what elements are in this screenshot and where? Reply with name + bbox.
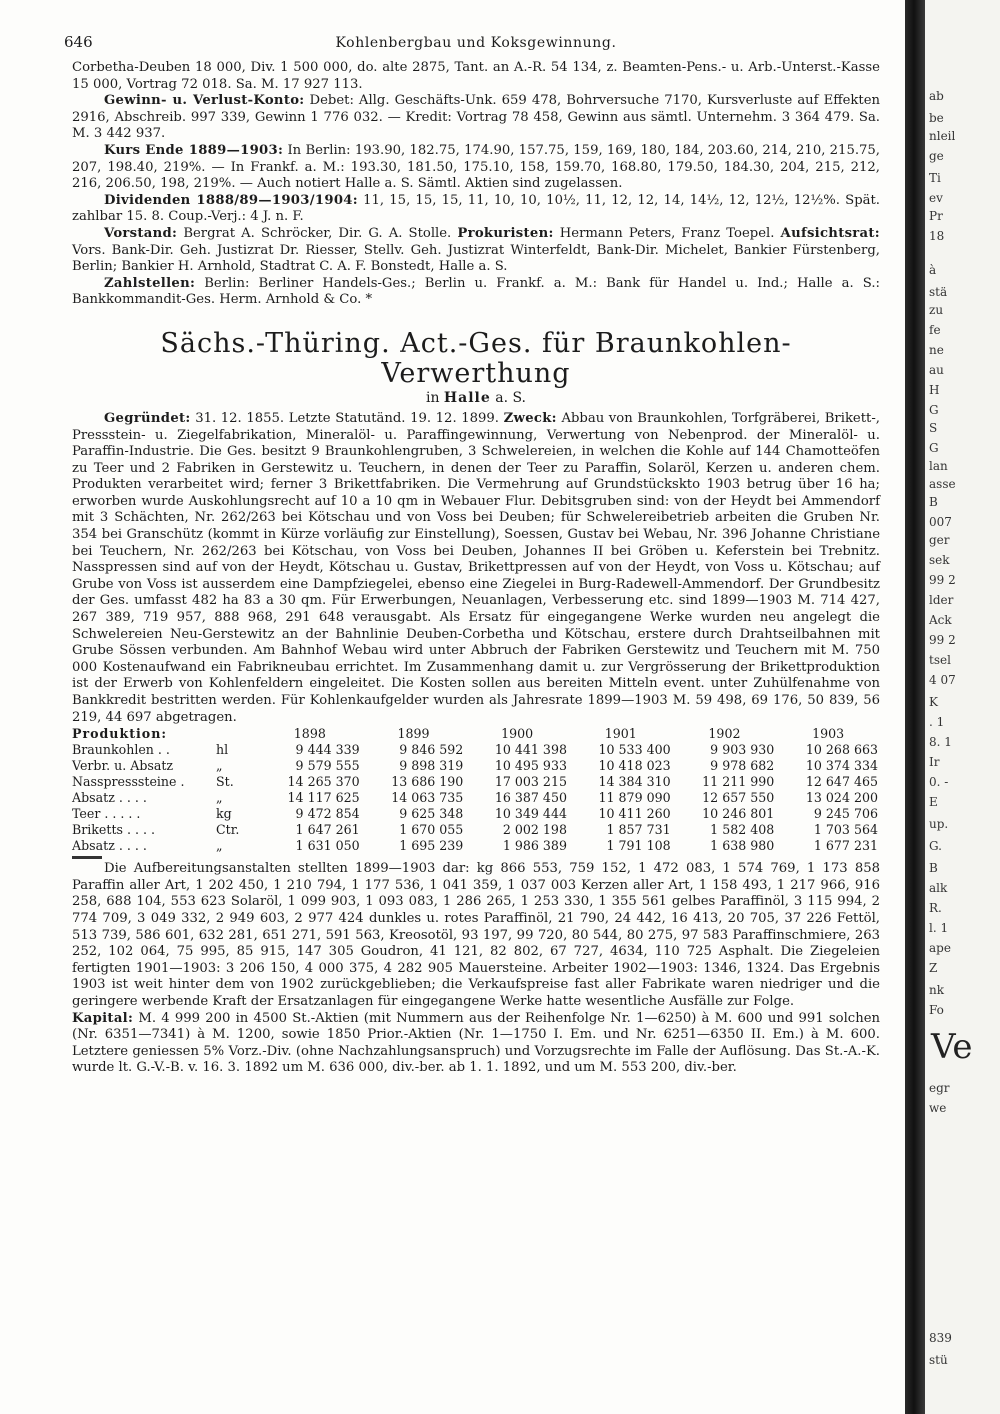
share-prices-text: In Berlin: 193.90, 182.75, 174.90, 157.75, 159, 169, 180, 184, 203.60, 214, 210, 215.75, 207, 198.40, 219%. — In Frankf. a. M.: 193.30, 181.50, 175.10, 158, 159.70, 168.80, 179.50, 184.30, 204, 215, 212, 216, 206.50, 198, 219%. — Auch notiert Halle a. S. Sämtl. Aktien sind zugelassen. [72,142,881,192]
production-value: 10 418 023 [598,758,671,774]
adjacent-text-fragment: 99 2 [929,573,956,587]
adjacent-text-fragment: tsel [929,653,951,667]
production-value: 14 384 310 [598,774,671,790]
adjacent-text-fragment: ape [929,941,951,955]
production-value: 9 898 319 [399,758,464,774]
adjacent-text-fragment: ge [929,149,944,163]
production-value: 9 625 348 [399,806,464,822]
product-unit: „ [216,838,223,854]
product-unit: St. [216,774,234,790]
board-info [72,226,880,276]
subtitle-city: Halle [443,389,491,406]
board-text: Bergrat A. Schröcker, Dir. G. A. Stolle. [183,225,452,241]
production-value: 14 063 735 [391,790,464,806]
product-name: Absatz . . . . [72,790,147,806]
production-row [72,822,880,838]
adjacent-text-fragment: 4 07 [929,673,956,687]
adjacent-text-fragment: au [929,363,944,377]
adjacent-text-fragment: 839 [929,1331,952,1345]
adjacent-text-fragment: 99 2 [929,633,956,647]
production-value: 1 647 261 [295,822,360,838]
supervisory-board-text: Vors. Bank-Dir. Geh. Justizrat Dr. Riesser, Stellv. Geh. Justizrat Winterfeldt, Bank-Dir. Michelet, Bankier Fürstenberg, Berlin; Bankier H. Arnhold, Stadtrat C. A. F. Bonstedt, Halle a. S. [72,242,880,275]
production-row [72,774,880,790]
entry-subtitle [72,389,880,407]
adjacent-text-fragment: ger [929,533,950,547]
paying-agents-label: Zahlstellen: [104,275,196,291]
production-value: 1 695 239 [399,838,464,854]
founded-label: Gegründet: [104,410,191,426]
adjacent-text-fragment: zu [929,303,944,317]
adjacent-text-fragment: S [929,421,938,435]
production-value: 10 533 400 [598,742,671,758]
production-value: 10 268 663 [805,742,878,758]
production-value: 1 582 408 [710,822,775,838]
adjacent-text-fragment: ev [929,191,943,205]
product-name: Absatz . . . . [72,838,147,854]
adjacent-text-fragment: Pr [929,209,943,223]
adjacent-text-fragment: K [929,695,938,709]
product-unit: Ctr. [216,822,240,838]
entry-title: Sächs.-Thüring. Act.-Ges. für Braunkohlen-Verwerthung [160,327,792,389]
adjacent-text-fragment: Fo [929,1003,944,1017]
adjacent-text-fragment: lder [929,593,954,607]
product-name: Nasspresssteine . [72,774,185,790]
subtitle-post: a. S. [495,389,527,406]
production-table [72,726,880,854]
production-value: 14 117 625 [287,790,360,806]
production-value: 17 003 215 [494,774,567,790]
product-unit: „ [216,790,223,806]
subtitle-pre: in [425,389,440,406]
production-value: 11 879 090 [598,790,671,806]
adjacent-text-fragment: G [929,403,939,417]
production-value: 9 444 339 [295,742,360,758]
procurists-label: Prokuristen: [457,225,554,241]
product-unit: kg [216,806,232,822]
production-row [72,838,880,854]
adjacent-text-fragment: Ack [929,613,952,627]
adjacent-text-fragment: 0. - [929,775,949,789]
product-unit: hl [216,742,229,758]
production-value: 1 631 050 [295,838,360,854]
year-1902: 1902 [708,726,741,742]
adjacent-text-fragment: Z [929,961,938,975]
adjacent-text-fragment: 8. 1 [929,735,952,749]
dividends-text: 11, 15, 15, 15, 11, 10, 10, 10½, 11, 12, 12, 14, 14½, 12, 12½, 12½%. Spät. zahlbar 15. 8. Coup.-Verj.: 4 J. n. F. [72,192,880,225]
production-value: 1 857 731 [606,822,671,838]
adjacent-text-fragment: ab [929,89,944,103]
production-value: 13 686 190 [391,774,464,790]
main-column [64,32,881,1077]
production-value: 10 411 260 [598,806,671,822]
share-prices [72,143,880,193]
adjacent-text-fragment: B [929,495,938,509]
production-row [72,790,880,806]
adjacent-text-fragment: 007 [929,515,952,529]
adjacent-text-fragment: G [929,441,939,455]
production-row [72,758,880,774]
profit-loss-label: Gewinn- u. Verlust-Konto: [104,93,305,109]
production-value: 10 246 801 [702,806,775,822]
year-1898: 1898 [293,726,326,742]
adjacent-text-fragment: stü [929,1353,948,1367]
production-value: 1 670 055 [399,822,464,838]
adjacent-text-fragment: H [929,383,940,397]
production-value: 1 703 564 [813,822,878,838]
adjacent-page-edge [925,0,1000,1414]
production-value: 9 579 555 [295,758,360,774]
year-1900: 1900 [501,726,534,742]
founded-text: 31. 12. 1855. Letzte Statutänd. 19. 12. 1899. [195,410,499,426]
year-1899: 1899 [397,726,430,742]
founding-purpose [72,411,880,726]
production-value: 10 495 933 [494,758,567,774]
profit-loss-account [72,93,880,143]
production-header-row [72,726,880,742]
adjacent-text-fragment: asse [929,477,956,491]
adjacent-text-fragment: . 1 [929,715,945,729]
share-prices-label: Kurs Ende 1889—1903: [104,142,284,158]
production-row [72,806,880,822]
product-name: Verbr. u. Absatz [72,758,174,774]
production-value: 9 978 682 [710,758,775,774]
adjacent-text-fragment: R. [929,901,942,915]
purpose-text: Abbau von Braunkohlen, Torfgräberei, Brikett-, Pressstein- u. Ziegelfabrikation, Mineralöl- u. Paraffingewinnung, Verwertung von Nebenprod. der Mineralöl- u. Paraffin-Industrie. Die Ges. besitzt 9 Braunkohlengruben, 3 Schwelereien, in welchen die Kohle auf 144 Chamotteöfen zu Teer und 2 Fabriken in Gerstewitz u. Teuchern, in denen der Teer zu Paraffin, Solaröl, Kerzen u. anderen chem. Produkten verarbeitet wird; ferner 3 Brikettfabriken. Die Vermehrung auf Grundstückskto 1903 betrug über 16 ha; erworben wurde Auskohlungsrecht auf 10 a 10 qm in Webauer Flur. Debitsgruben sind: von der Heydt bei Ammendorf mit 3 Schächten, Nr. 262/263 bei Kötschau und von Voss bei Deuben; für Schwelereibetrieb arbeiten die Gruben Nr. 354 bei Granschütz (kommt in Kürze vorläufig zur Einstellung), Soessen, Gustav bei Webau, Nr. 396 Johanne Christiane bei Teuchern, Nr. 262/263 bei Kötschau, von Voss bei Deuben, Johannes II bei Gröben u. Keferstein bei Trebnitz. Nasspressen sind auf von der Heydt, Kötschau u. Gustav, Brikettpressen auf von der Heydt, von Voss u. Kötschau; auf Grube von Voss ist ausserdem eine Dampfziegelei, ebenso eine Ziegelei in Burg-Radewell-Ammendorf. Der Grundbesitz der Ges. umfasst 482 ha 83 a 30 qm. Für Erwerbungen, Neuanlagen, Verbesserung etc. sind 1899—1903 M. 714 427, 267 389, 719 957, 888 968, 291 648 verausgabt. Als Ersatz für eingegangene Werke wurden neu angelegt die Schwelereien Neu-Gerstewitz an der Bahnlinie Deuben-Corbetha und Kötschau, erstere durch Drahtseilbahnen mit Grube Sössen verbunden. Am Bahnhof Webau wird unter Abbruch der Fabriken Gerstewitz und Teuchern mit M. 750 000 Kostenaufwand ein Fabrikneubau errichtet. Im Zusammenhang damit u. zur Vergrösserung der Brikettproduktion ist der Erwerb von Kohlenfeldern eingeleitet. Die Kosten sollen aus bereiten Mitteln event. unter Zuhülfenahme von Bankkredit bestritten werden. Für Kohlenkaufgelder wurden als Jahresrate 1899—1903 M. 59 498, 69 176, 50 839, 56 219, 44 697 abgetragen. [72,410,880,725]
adjacent-text-fragment: alk [929,881,948,895]
capital [72,1011,880,1077]
capital-text: M. 4 999 200 in 4500 St.-Aktien (mit Nummern aus der Reihenfolge Nr. 1—6250) à M. 600 und 991 solchen (Nr. 6351—7341) à M. 1200, sowie 1850 Prior.-Aktien (Nr. 1—1750 I. Em. und Nr. 6251—6350 II. Em.) à M. 600. Letztere geniessen 5% Vorz.-Div. (ohne Nachzahlungsanspruch) und Vorzugsrechte im Falle der Auflösung. Das St.-A.-K. wurde lt. G.-V.-B. v. 16. 3. 1892 um M. 636 000, div.-ber. ab 1. 1. 1892, und um M. 553 200, div.-ber. [72,1010,880,1076]
adjacent-text-fragment: B [929,861,938,875]
procurists-text: Hermann Peters, Franz Toepel. [559,225,775,241]
adjacent-text-fragment: E [929,795,938,809]
year-1901: 1901 [604,726,637,742]
production-value: 12 657 550 [702,790,775,806]
production-label: Produktion: [72,726,167,742]
supervisory-board-label: Aufsichtsrat: [780,225,880,241]
product-unit: „ [216,758,223,774]
adjacent-text-fragment: sek [929,553,950,567]
adjacent-text-fragment: nleil [929,129,956,143]
paying-agents [72,276,880,309]
adjacent-text-fragment: fe [929,323,941,337]
adjacent-text-fragment: nk [929,983,944,997]
book-gutter [905,0,925,1414]
adjacent-text-fragment: Ve [931,1027,973,1067]
production-value: 1 677 231 [813,838,878,854]
adjacent-text-fragment: stä [929,285,948,299]
adjacent-text-fragment: G. [929,839,942,853]
adjacent-text-fragment: be [929,111,944,125]
production-value: 10 441 398 [494,742,567,758]
dividends [72,193,880,226]
adjacent-text-fragment: lan [929,459,948,473]
year-1903: 1903 [812,726,845,742]
purpose-label: Zweck: [503,410,557,426]
product-name: Teer . . . . . [72,806,141,822]
production-value: 1 986 389 [502,838,567,854]
adjacent-text-fragment: Ti [929,171,941,185]
running-title: Kohlenbergbau und Koksgewinnung. [335,35,617,51]
production-value: 2 002 198 [502,822,567,838]
adjacent-text-fragment: Ir [929,755,940,769]
adjacent-text-fragment: up. [929,817,949,831]
page-number: 646 [64,33,93,51]
production-value: 9 245 706 [813,806,878,822]
adjacent-text-fragment: we [929,1101,947,1115]
processing-output: Die Aufbereitungsanstalten stellten 1899—1903 dar: kg 866 553, 759 152, 1 472 083, 1 574 769, 1 173 858 Paraffin aller Art, 1 202 450, 1 210 794, 1 177 536, 1 041 359, 1 037 003 Kerzen aller Art, 1 158 493, 1 217 966, 916 258, 688 104, 553 623 Solaröl, 1 099 903, 1 093 083, 1 286 265, 1 253 330, 1 355 561 gelbes Paraffinöl, 3 115 994, 2 774 709, 3 049 332, 2 949 603, 2 977 424 dunkles u. rotes Paraffinöl, 21 790, 24 442, 16 413, 20 705, 37 226 Fettöl, 513 739, 586 601, 632 281, 651 271, 591 563, Kreosotöl, 93 197, 99 720, 80 544, 80 275, 97 583 Paraffinschmiere, 263 252, 102 064, 75 995, 85 915, 147 305 Goudron, 41 121, 82 802, 67 727, 4634, 110 725 Asphalt. Die Ziegeleien fertigten 1901—1903: 3 206 150, 4 000 375, 4 282 905 Mauersteine. Arbeiter 1902—1903: 1346, 1324. Das Ergebnis 1903 ist weit hinter dem von 1902 zurückgeblieben; die Verkaufspreise fast aller Fabrikate waren niedriger und die geringere werbende Kraft der Ersatzanlagen für eingegangene Werke hatte wesentliche Ausfälle zur Folge. [72,861,880,1009]
product-name: Briketts . . . . [72,822,155,838]
adjacent-text-fragment: ne [929,343,944,357]
adjacent-text-fragment: à [929,263,937,277]
page-header [64,32,880,60]
production-value: 9 903 930 [710,742,775,758]
production-value: 10 349 444 [494,806,567,822]
adjacent-text-fragment: 18 [929,229,945,243]
production-value: 11 211 990 [702,774,775,790]
prev-entry-balance: Corbetha-Deuben 18 000, Div. 1 500 000, do. alte 2875, Tant. an A.-R. 54 134, z. Beamten-Pens.- u. Arb.-Unterst.-Kasse 15 000, Vortrag 72 018. Sa. M. 17 927 113. [72,60,880,92]
production-value: 14 265 370 [287,774,360,790]
production-value: 12 647 465 [805,774,878,790]
paying-agents-text: Berlin: Berliner Handels-Ges.; Berlin u. Frankf. a. M.: Bank für Handel u. Ind.; Halle a. S.: Bankkommandit-Ges. Herm. Arnhold & Co. * [72,275,880,308]
production-value: 16 387 450 [494,790,567,806]
production-value: 10 374 334 [805,758,878,774]
board-label: Vorstand: [104,225,178,241]
production-row [72,742,880,758]
production-value: 9 472 854 [295,806,360,822]
production-value: 1 638 980 [710,838,775,854]
production-value: 1 791 108 [606,838,671,854]
table-end-mark [72,856,102,859]
adjacent-text-fragment: egr [929,1081,950,1095]
production-value: 9 846 592 [399,742,464,758]
production-value: 13 024 200 [805,790,878,806]
product-name: Braunkohlen . . [72,742,170,758]
capital-label: Kapital: [72,1010,134,1026]
profit-loss-text: Debet: Allg. Geschäfts-Unk. 659 478, Bohrversuche 7170, Kursverluste auf Effekten 2916, Abschreib. 997 339, Gewinn 1 776 032. — Kredit: Vortrag 78 458, Gewinn aus sämtl. Unternehm. 3 364 479. Sa. M. 3 442 937. [72,93,880,142]
dividends-label: Dividenden 1888/89—1903/1904: [104,192,358,208]
adjacent-text-fragment: l. 1 [929,921,949,935]
